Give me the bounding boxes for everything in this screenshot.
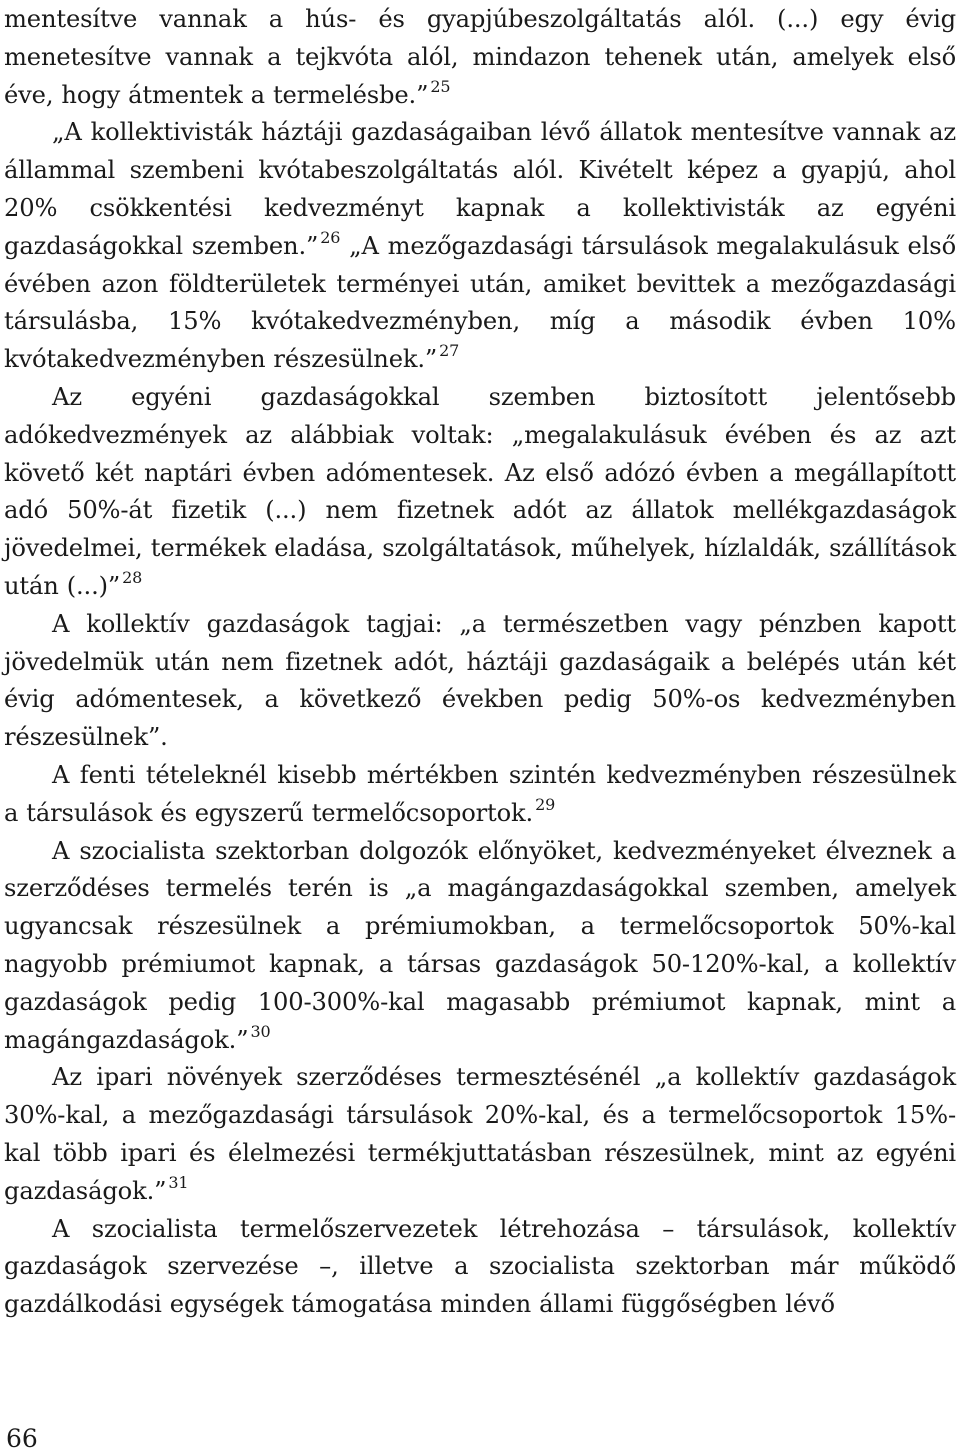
paragraph: [4, 114, 956, 379]
paragraph-text: Az egyéni gazdaságokkal szemben biztosított jelentősebb adókedvezmények az alábbiak voltak: „megalakulásuk évében és az azt követő két naptári évben adómentesek. Az első adózó évben a megállapított adó 50%-át fizetik (...) nem fizetnek adót az állatok mellékgazdaságok jövedelmei, termékek eladása, szolgáltatások, műhelyek, hízlaldák, szállítások után (...)”: [4, 382, 956, 600]
paragraph-text: „A kollektivisták háztáji gazdaságaiban lévő állatok mentesítve vannak az állammal szembeni kvótabeszolgáltatás alól. Kivételt képez a gyapjú, ahol 20% csökkentési kedvezményt kapnak a kollektivisták az egyéni gazdaságokkal szemben.”: [4, 118, 956, 260]
paragraph: [4, 379, 956, 606]
footnote-ref: 30: [250, 1021, 271, 1041]
footnote-ref: 27: [439, 341, 460, 361]
paragraph-text: A szocialista termelőszervezetek létrehozása – társulások, kollektív gazdaságok szervezése –, illetve a szocialista szektorban már működő gazdálkodási egységek támogatása minden állami függőségben lévő: [4, 1214, 956, 1319]
paragraph-text: A szocialista szektorban dolgozók előnyöket, kedvezményeket élveznek a szerződéses termelés terén is „a magángazdaságokkal szemben, amelyek ugyancsak részesülnek a prémiumokban, a termelőcsoportok 50%-kal nagyobb prémiumot kapnak, a társas gazdaságok 50-120%-kal, a kollektív gazdaságok pedig 100-300%-kal magasabb prémiumot kapnak, mint a magángazdaságok.”: [4, 836, 956, 1054]
paragraph: [4, 606, 956, 757]
body-text: [4, 0, 956, 1324]
paragraph-text: mentesítve vannak a hús- és gyapjúbeszolgáltatás alól. (...) egy évig menetesítve vannak a tejkvóta alól, mindazon tehenek után, amelyek első éve, hogy átmentek a termelésbe.”: [4, 5, 956, 109]
paragraph-text: Az ipari növények szerződéses termesztésénél „a kollektív gazdaságok 30%-kal, a mezőgazdasági társulások 20%-kal, és a termelőcsoportok 15%-kal több ipari és élelmezési termékjuttatásban részesülnek, mint az egyéni gazdaságok.”: [4, 1063, 956, 1205]
footnote-ref: 29: [535, 794, 556, 814]
footnote-ref: 26: [320, 227, 341, 247]
paragraph-text: „A mezőgazdasági társulások megalakulásuk első évében azon földterületek terményei után, amiket bevittek a mezőgazdasági társulásba, 15% kvótakedvezményben, míg a második évben 10% kvótakedvezményben részesülnek.”: [4, 231, 956, 374]
footnote-ref: 28: [122, 567, 143, 587]
paragraph: [4, 1, 956, 114]
footnote-ref: 31: [168, 1172, 189, 1192]
document-page: [4, 0, 956, 1456]
paragraph-text: A kollektív gazdaságok tagjai: „a természetben vagy pénzben kapott jövedelmük után nem fizetnek adót, háztáji gazdaságaik a belépés után két évig adómentesek, a következő években pedig 50%-os kedvezményben részesülnek”.: [4, 609, 956, 752]
paragraph: [4, 833, 956, 1060]
footnote-ref: 25: [430, 76, 451, 96]
paragraph: [4, 1059, 956, 1210]
paragraph: [4, 757, 956, 833]
paragraph-text: A fenti tételeknél kisebb mértékben szintén kedvezményben részesülnek a társulások és egyszerű termelőcsoportok.: [4, 760, 956, 827]
paragraph: [4, 1211, 956, 1324]
page-number: 66: [6, 1424, 38, 1453]
